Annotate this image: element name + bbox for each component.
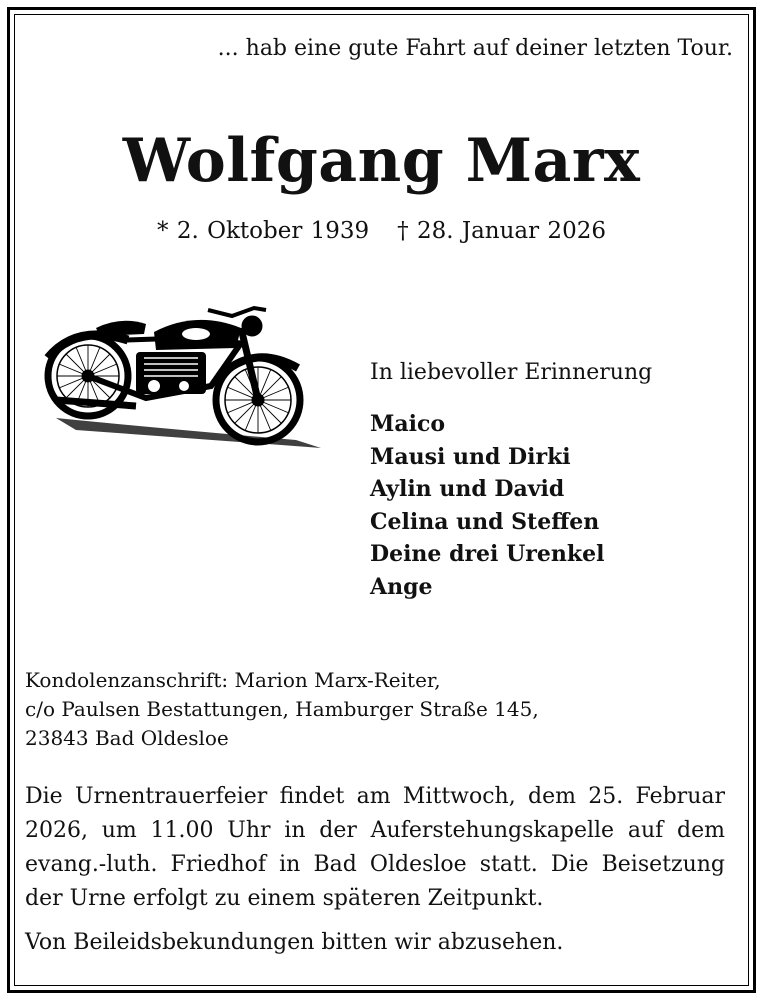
mourner: Deine drei Urenkel [370, 541, 605, 567]
address-line: c/o Paulsen Bestattungen, Hamburger Straße 145, [25, 697, 539, 721]
memory-line: In liebevoller Erinnerung [370, 360, 653, 385]
address-line: 23843 Bad Oldesloe [25, 726, 229, 750]
birth-date: * 2. Oktober 1939 [157, 218, 370, 244]
mourner: Ange [370, 573, 433, 600]
mourner: Mausi und Dirki [370, 443, 571, 470]
condolence-address [25, 666, 539, 753]
mourner: Maico [370, 411, 446, 437]
address-line: Kondolenzanschrift: Marion Marx-Reiter, [25, 668, 441, 692]
mourner: Aylin und David [370, 476, 565, 502]
life-dates [0, 218, 763, 244]
mourner: Celina und Steffen [370, 508, 600, 535]
death-date: † 28. Januar 2026 [397, 218, 606, 244]
motto: ... hab eine gute Fahrt auf deiner letzten Tour. [217, 36, 733, 61]
ceremony-notice: Die Urnentrauerfeier findet am Mittwoch, dem 25. Februar 2026, um 11.00 Uhr in der Auferstehungskapelle auf dem evang.-luth. Friedhof in Bad Oldesloe statt. Die Beisetzung der Urne erfolgt zu einem späteren Zeitpunkt. [25, 784, 725, 911]
condolence-request: Von Beileidsbekundungen bitten wir abzusehen. [25, 930, 564, 955]
deceased-name: Wolfgang Marx [122, 126, 641, 196]
mourners-list [370, 408, 604, 603]
motorcycle-illustration [36, 288, 326, 463]
